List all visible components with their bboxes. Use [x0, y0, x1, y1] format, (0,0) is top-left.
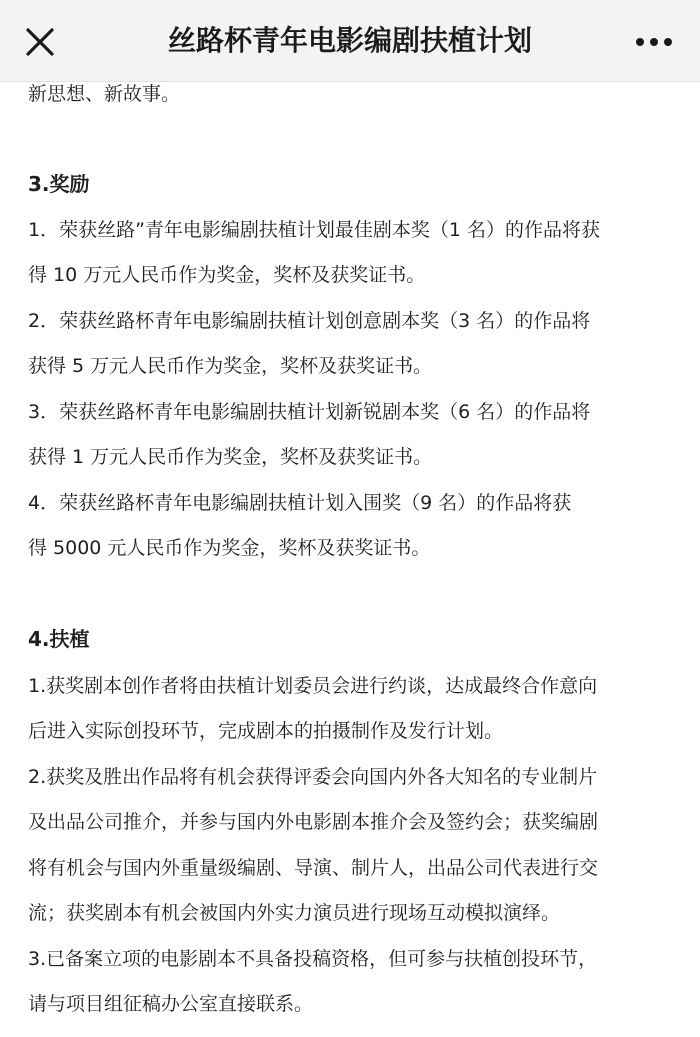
nav-bar — [0, 0, 700, 82]
support-1-line-1: 1.获奖剧本创作者将由扶植计划委员会进行约谈，达成最终合作意向 — [28, 675, 598, 697]
reward-4-line-1: 4．荣获丝路杯青年电影编剧扶植计划入围奖（9 名）的作品将获 — [28, 492, 572, 514]
reward-1-line-1: 1．荣获丝路”青年电影编剧扶植计划最佳剧本奖（1 名）的作品将获 — [28, 219, 601, 241]
intro-tail: 新思想、新故事。 — [28, 83, 181, 105]
reward-2-line-1: 2．荣获丝路杯青年电影编剧扶植计划创意剧本奖（3 名）的作品将 — [28, 310, 591, 332]
more-dots-icon[interactable] — [630, 26, 678, 58]
reward-2-line-2: 获得 5 万元人民币作为奖金，奖杯及获奖证书。 — [28, 355, 433, 377]
support-3-line-2: 请与项目组征稿办公室直接联系。 — [28, 993, 314, 1015]
page-title: 丝路杯青年电影编剧扶植计划 — [167, 24, 532, 57]
section-heading-rewards: 3.奖励 — [28, 172, 90, 196]
reward-3-line-1: 3．荣获丝路杯青年电影编剧扶植计划新锐剧本奖（6 名）的作品将 — [28, 401, 591, 423]
section-heading-support: 4.扶植 — [28, 627, 90, 651]
reward-3-line-2: 获得 1 万元人民币作为奖金，奖杯及获奖证书。 — [28, 446, 433, 468]
support-2-line-2: 及出品公司推介，并参与国内外电影剧本推介会及签约会；获奖编剧 — [28, 811, 599, 833]
support-2-line-1: 2.获奖及胜出作品将有机会获得评委会向国内外各大知名的专业制片 — [28, 766, 598, 788]
close-icon[interactable] — [20, 22, 60, 62]
reward-1-line-2: 得 10 万元人民币作为奖金，奖杯及获奖证书。 — [28, 264, 426, 286]
support-2-line-4: 流；获奖剧本有机会被国内外实力演员进行现场互动模拟演绎。 — [28, 902, 561, 924]
support-1-line-2: 后进入实际创投环节，完成剧本的拍摄制作及发行计划。 — [28, 720, 504, 742]
reward-4-line-2: 得 5000 元人民币作为奖金，奖杯及获奖证书。 — [28, 537, 431, 559]
support-2-line-3: 将有机会与国内外重量级编剧、导演、制片人，出品公司代表进行交 — [28, 857, 599, 879]
support-3-line-1: 3.已备案立项的电影剧本不具备投稿资格，但可参与扶植创投环节， — [28, 948, 598, 970]
